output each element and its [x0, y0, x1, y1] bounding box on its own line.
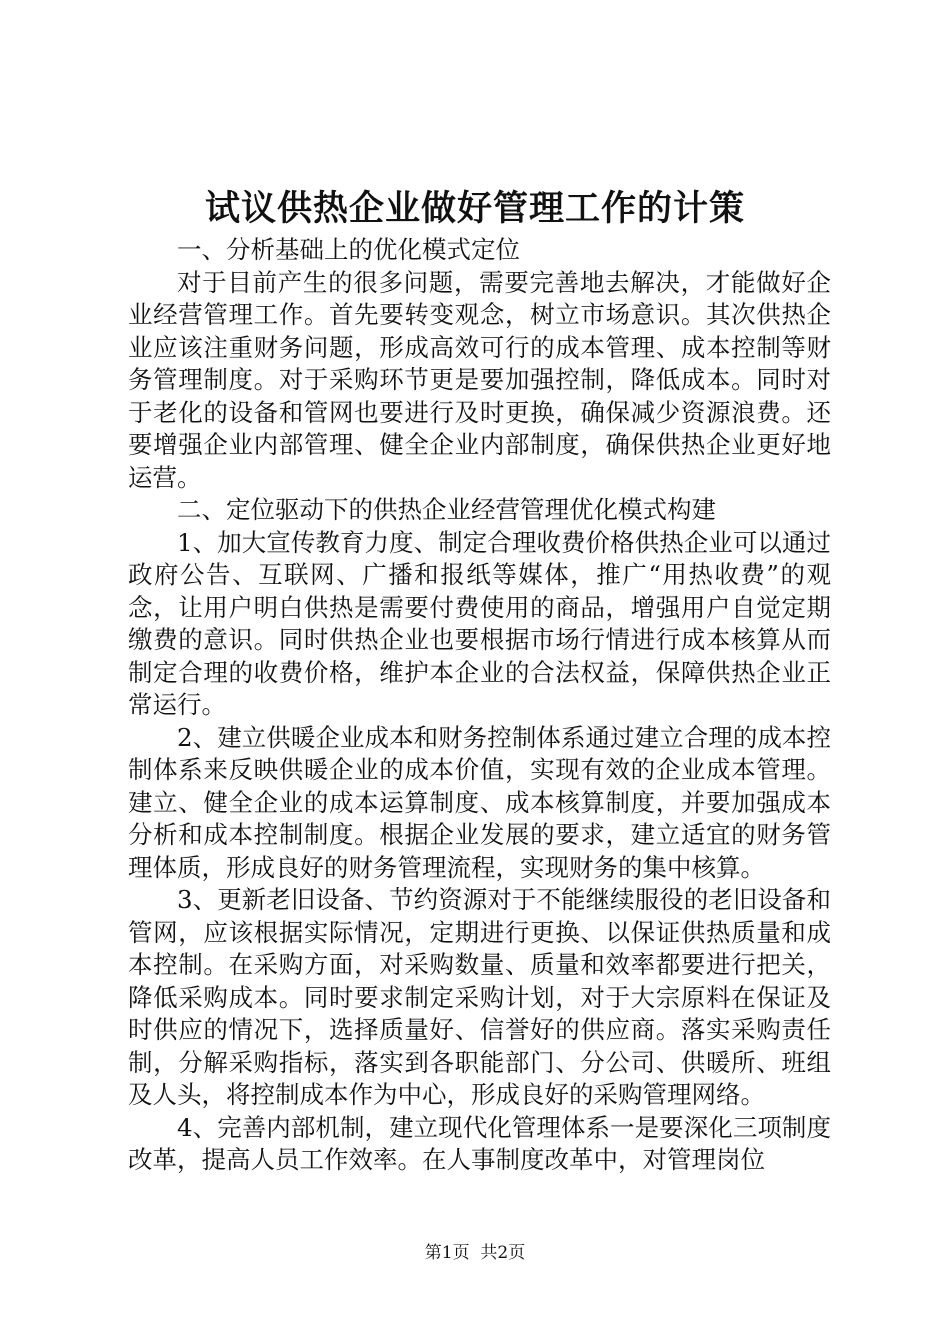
document-title: 试议供热企业做好管理工作的计策 — [204, 188, 745, 229]
paragraph: 3、更新老旧设备、节约资源对于不能继续服役的老旧设备和管网，应该根据实际情况，定期进行更换、以保证供热质量和成本控制。在采购方面，对采购数量、质量和效率都要进行把关，降低采购成本。同时要求制定采购计划，对于大宗原料在保证及时供应的情况下，选择质量好、信誉好的供应商。落实采购责任制，分解采购指标，落实到各职能部门、分公司、供暖所、班组及人头，将控制成本作为中心，形成良好的采购管理网络。 — [128, 885, 831, 1109]
paragraph: 对于目前产生的很多问题，需要完善地去解决，才能做好企业经营管理工作。首先要转变观念，树立市场意识。其次供热企业应该注重财务问题，形成高效可行的成本管理、成本控制等财务管理制度。对于采购环节更是要加强控制，降低成本。同时对于老化的设备和管网也要进行及时更换，确保减少资源浪费。还要增强企业内部管理、健全企业内部制度，确保供热企业更好地运营。 — [128, 267, 831, 492]
document-body — [128, 234, 831, 1177]
paragraph: 4、完善内部机制，建立现代化管理体系一是要深化三项制度改革，提高人员工作效率。在人事制度改革中，对管理岗位 — [128, 1112, 831, 1174]
section-heading-1: 一、分析基础上的优化模式定位 — [177, 235, 520, 264]
page-footer — [0, 1241, 950, 1265]
page-number: 第1页 共2页 — [424, 1243, 526, 1263]
paragraph: 2、建立供暖企业成本和财务控制体系通过建立合理的成本控制体系来反映供暖企业的成本价值，实现有效的企业成本管理。建立、健全企业的成本运算制度、成本核算制度，并要加强成本分析和成本控制制度。根据企业发展的要求，建立适宜的财务管理体质，形成良好的财务管理流程，实现财务的集中核算。 — [128, 722, 831, 882]
paragraph: 1、加大宣传教育力度、制定合理收费价格供热企业可以通过政府公告、互联网、广播和报纸等媒体，推广“用热收费”的观念，让用户明白供热是需要付费使用的商品，增强用户自觉定期缴费的意识。同时供热企业也要根据市场行情进行成本核算从而制定合理的收费价格，维护本企业的合法权益，保障供热企业正常运行。 — [128, 527, 831, 719]
section-heading-2: 二、定位驱动下的供热企业经营管理优化模式构建 — [177, 495, 716, 524]
